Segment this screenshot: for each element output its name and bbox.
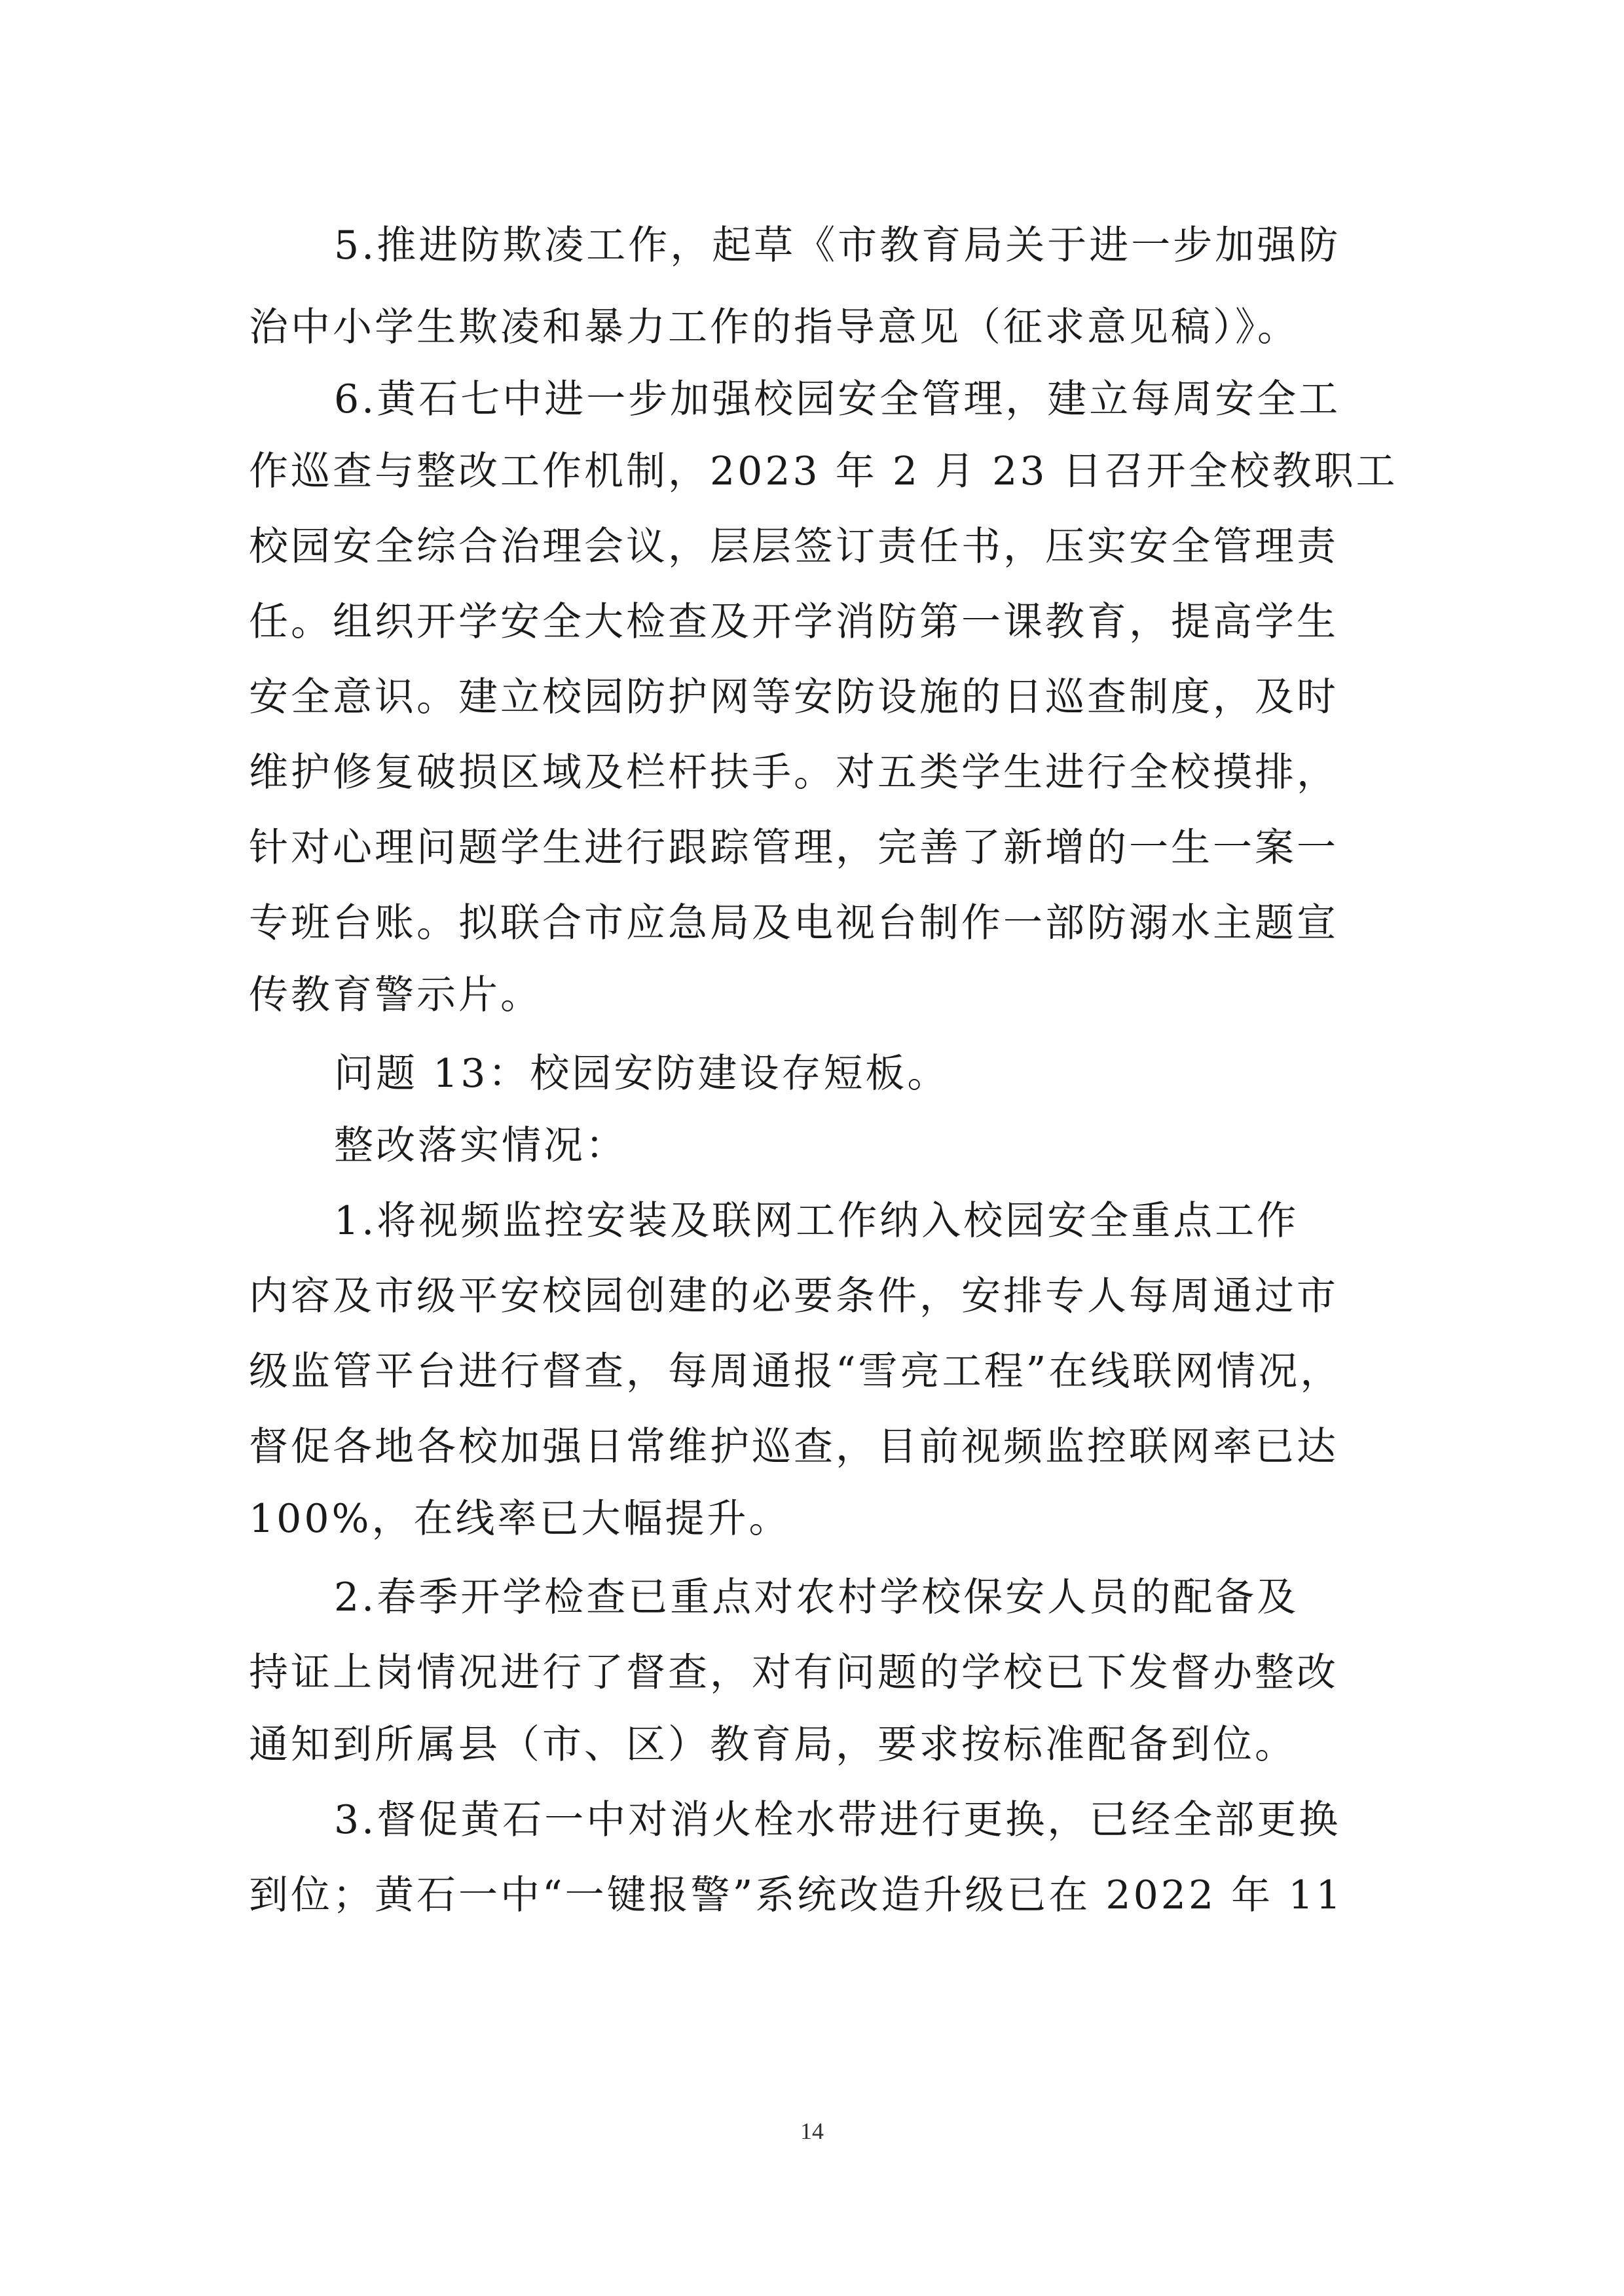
text-line: 6.黄石七中进一步加强校园安全管理，建立每周安全工	[334, 376, 1341, 422]
text-line: 任。组织开学安全大检查及开学消防第一课教育，提高学生	[249, 599, 1338, 645]
text-line: 治中小学生欺凌和暴力工作的指导意见（征求意见稿）》。	[249, 304, 1299, 350]
text-line: 通知到所属县（市、区）教育局，要求按标准配备到位。	[249, 1722, 1297, 1768]
text-line: 2.春季开学检查已重点对农村学校保安人员的配备及	[334, 1575, 1299, 1620]
text-line: 到位；黄石一中“一键报警”系统改造升级已在 2022 年 11	[249, 1872, 1344, 1918]
text-line: 校园安全综合治理会议，层层签订责任书，压实安全管理责	[249, 524, 1338, 570]
subsection-heading: 整改落实情况：	[334, 1123, 627, 1169]
text-line: 安全意识。建立校园防护网等安防设施的日巡查制度，及时	[249, 674, 1338, 720]
text-line: 3.督促黄石一中对消火栓水带进行更换，已经全部更换	[334, 1797, 1341, 1843]
text-line: 级监管平台进行督查，每周通报“雪亮工程”在线联网情况，	[249, 1349, 1342, 1394]
text-line: 针对心理问题学生进行跟踪管理，完善了新增的一生一案一	[249, 825, 1338, 871]
text-line: 督促各地各校加强日常维护巡查，目前视频监控联网率已达	[249, 1424, 1338, 1470]
text-line: 维护修复破损区域及栏杆扶手。对五类学生进行全校摸排，	[249, 750, 1338, 795]
section-heading: 问题 13：校园安防建设存短板。	[334, 1051, 950, 1097]
text-line: 内容及市级平安校园创建的必要条件，安排专人每周通过市	[249, 1273, 1338, 1319]
text-line: 持证上岗情况进行了督查，对有问题的学校已下发督办整改	[249, 1650, 1338, 1696]
text-line: 传教育警示片。	[249, 972, 542, 1018]
text-line: 专班台账。拟联合市应急局及电视台制作一部防溺水主题宣	[249, 900, 1338, 946]
text-line: 100%，在线率已大幅提升。	[249, 1496, 791, 1542]
text-line: 1.将视频监控安装及联网工作纳入校园安全重点工作	[334, 1198, 1299, 1244]
page-number: 14	[800, 2118, 824, 2144]
text-line: 作巡查与整改工作机制，2023 年 2 月 23 日召开全校教职工	[249, 448, 1398, 494]
text-line: 5.推进防欺凌工作，起草《市教育局关于进一步加强防	[334, 223, 1341, 268]
